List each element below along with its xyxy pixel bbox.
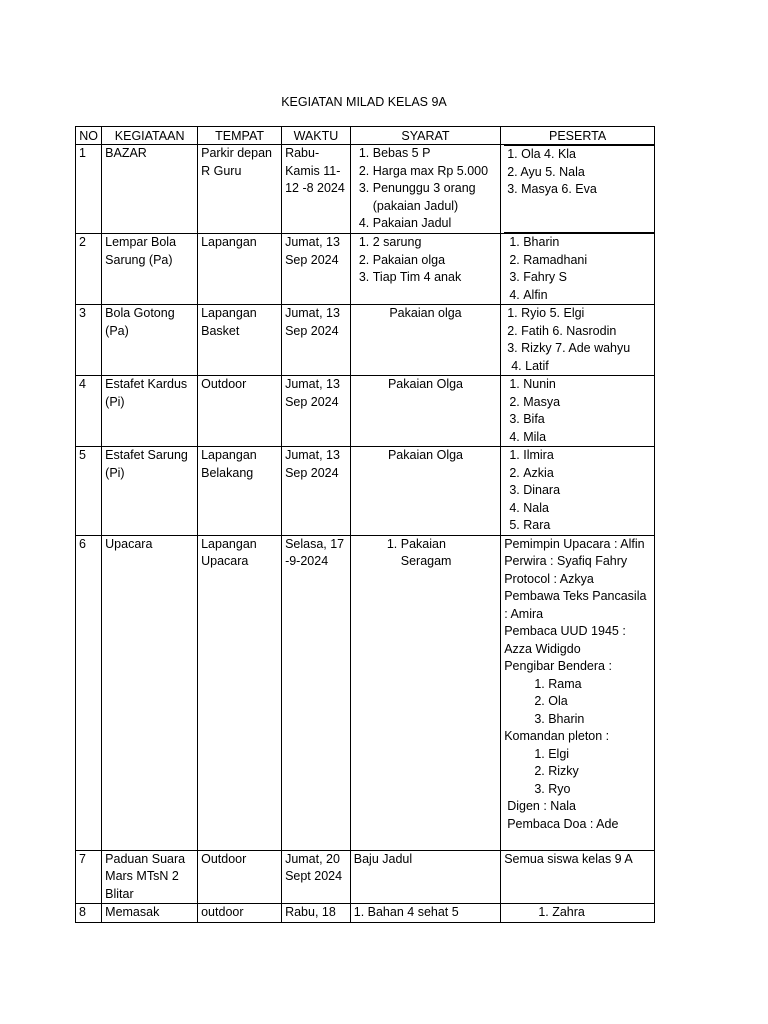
cell-no: 7	[76, 850, 102, 904]
list-item: 1. Bebas 5 P	[373, 145, 497, 163]
header-no: NO	[76, 127, 102, 145]
peserta-list	[504, 904, 651, 922]
cell-peserta	[501, 376, 655, 447]
list-item: 1. Rama	[548, 676, 651, 694]
cell-waktu: Rabu, 18	[282, 904, 351, 923]
cell-tempat: outdoor	[198, 904, 282, 923]
cell-peserta	[501, 305, 655, 376]
cell-syarat	[350, 535, 500, 850]
peserta-box	[504, 145, 654, 233]
header-kegiatan: KEGIATAAN	[102, 127, 198, 145]
list-item: 1. Ryio 5. Elgi	[507, 306, 585, 320]
list-item: 4. Nala	[523, 500, 651, 518]
table-row	[76, 904, 655, 923]
list-item: 3. Bharin	[548, 711, 651, 729]
cell-syarat	[350, 145, 500, 234]
list-item: 2. Ayu 5. Nala	[507, 164, 585, 179]
syarat-list	[354, 536, 497, 571]
list-item: 3. Bifa	[523, 411, 651, 429]
list-item: 1. Nunin	[523, 376, 651, 394]
list-item: 3. Tiap Tim 4 anak	[373, 269, 497, 287]
cell-no: 2	[76, 234, 102, 305]
list-item: 2. Harga max Rp 5.000	[373, 163, 497, 181]
list-item: 5. Rara	[523, 517, 651, 535]
cell-tempat: Lapangan Upacara	[198, 535, 282, 850]
cell-syarat: Pakaian olga	[350, 305, 500, 376]
syarat-list	[354, 145, 497, 233]
cell-kegiatan: Paduan Suara Mars MTsN 2 Blitar	[102, 850, 198, 904]
list-item: 3. Penunggu 3 orang (pakaian Jadul)	[373, 180, 497, 215]
pengibar-label: Pengibar Bendera :	[504, 659, 612, 673]
cell-kegiatan: Estafet Kardus (Pi)	[102, 376, 198, 447]
cell-tempat: Lapangan Basket	[198, 305, 282, 376]
document-title: KEGIATAN MILAD KELAS 9A	[281, 95, 447, 109]
header-peserta: PESERTA	[501, 127, 655, 145]
cell-kegiatan: Upacara	[102, 535, 198, 850]
cell-no: 5	[76, 447, 102, 536]
cell-waktu: Jumat, 13 Sep 2024	[282, 234, 351, 305]
list-item: 2. Rizky	[548, 763, 651, 781]
list-item: 3. Ryo	[548, 781, 651, 799]
list-item: 2. Fatih 6. Nasrodin	[507, 323, 617, 338]
pembaca-uud: Pembaca UUD 1945 : Azza Widigdo	[504, 624, 626, 656]
cell-kegiatan: Estafet Sarung (Pi)	[102, 447, 198, 536]
cell-syarat: Pakaian Olga	[350, 376, 500, 447]
pembaca-doa: Pembaca Doa : Ade	[507, 816, 619, 831]
cell-peserta	[501, 535, 655, 850]
list-item: 4. Pakaian Jadul	[373, 215, 497, 233]
cell-kegiatan: Bola Gotong (Pa)	[102, 305, 198, 376]
list-item: 3. Masya 6. Eva	[507, 182, 597, 196]
cell-no: 1	[76, 145, 102, 234]
list-item: 1. Elgi	[548, 746, 651, 764]
cell-waktu: Jumat, 13 Sep 2024	[282, 305, 351, 376]
list-item: 2. Masya	[523, 394, 651, 412]
cell-no: 4	[76, 376, 102, 447]
cell-tempat: Lapangan Belakang	[198, 447, 282, 536]
cell-waktu: Jumat, 13 Sep 2024	[282, 376, 351, 447]
list-item: 2. Ola	[548, 693, 651, 711]
cell-kegiatan: BAZAR	[102, 145, 198, 234]
komandan-label: Komandan pleton :	[504, 729, 610, 743]
list-item: 2. Pakaian olga	[373, 252, 497, 270]
cell-syarat: Pakaian Olga	[350, 447, 500, 536]
cell-tempat: Parkir depan R Guru	[198, 145, 282, 234]
list-item: 4. Latif	[511, 358, 549, 373]
table-row	[76, 447, 655, 536]
list-item: 3. Dinara	[523, 482, 651, 500]
protocol: Protocol : Azkya	[504, 571, 594, 586]
list-item: 2. Azkia	[523, 465, 651, 483]
cell-tempat: Outdoor	[198, 376, 282, 447]
cell-syarat	[350, 234, 500, 305]
cell-peserta	[501, 904, 655, 923]
list-item: 1. Zahra	[552, 904, 651, 922]
table-row	[76, 850, 655, 904]
cell-no: 6	[76, 535, 102, 850]
pemimpin-upacara: Pemimpin Upacara : Alfin	[504, 536, 645, 551]
list-item: 2. Ramadhani	[523, 252, 651, 270]
table-row	[76, 145, 655, 234]
table-row	[76, 234, 655, 305]
table-row	[76, 535, 655, 850]
cell-peserta: Semua siswa kelas 9 A	[501, 850, 655, 904]
cell-peserta	[501, 145, 655, 234]
cell-no: 8	[76, 904, 102, 923]
syarat-list	[354, 234, 497, 287]
list-item: 1. Bharin	[523, 234, 651, 252]
cell-waktu: Jumat, 13 Sep 2024	[282, 447, 351, 536]
cell-no: 3	[76, 305, 102, 376]
list-item: 4. Mila	[523, 429, 651, 447]
komandan-list	[504, 746, 651, 799]
pembawa-teks: Pembawa Teks Pancasila : Amira	[504, 589, 647, 621]
cell-kegiatan: Lempar Bola Sarung (Pa)	[102, 234, 198, 305]
cell-waktu: Selasa, 17 -9-2024	[282, 535, 351, 850]
perwira: Perwira : Syafiq Fahry	[504, 554, 628, 568]
header-tempat: TEMPAT	[198, 127, 282, 145]
list-item: 1. 2 sarung	[373, 234, 497, 252]
peserta-list	[504, 447, 651, 535]
list-item: 4. Alfin	[523, 287, 651, 305]
list-item: 3. Fahry S	[523, 269, 651, 287]
cell-syarat: Baju Jadul	[350, 850, 500, 904]
list-item: 1. Ola 4. Kla	[507, 147, 577, 161]
peserta-list	[504, 234, 651, 304]
digen: Digen : Nala	[507, 799, 577, 813]
cell-waktu: Rabu-Kamis 11-12 -8 2024	[282, 145, 351, 234]
header-waktu: WAKTU	[282, 127, 351, 145]
list-item: 3. Rizky 7. Ade wahyu	[507, 341, 631, 355]
table-header-row	[76, 127, 655, 145]
list-item: 1. Pakaian Seragam	[401, 536, 497, 571]
cell-tempat: Lapangan	[198, 234, 282, 305]
table-row	[76, 376, 655, 447]
cell-peserta	[501, 234, 655, 305]
table-row	[76, 305, 655, 376]
cell-tempat: Outdoor	[198, 850, 282, 904]
cell-waktu: Jumat, 20 Sept 2024	[282, 850, 351, 904]
list-item: 1. Ilmira	[523, 447, 651, 465]
cell-kegiatan: Memasak	[102, 904, 198, 923]
pengibar-list	[504, 676, 651, 729]
header-syarat: SYARAT	[350, 127, 500, 145]
activity-table	[75, 126, 655, 923]
cell-syarat: 1. Bahan 4 sehat 5	[350, 904, 500, 923]
peserta-list	[504, 376, 651, 446]
cell-peserta	[501, 447, 655, 536]
